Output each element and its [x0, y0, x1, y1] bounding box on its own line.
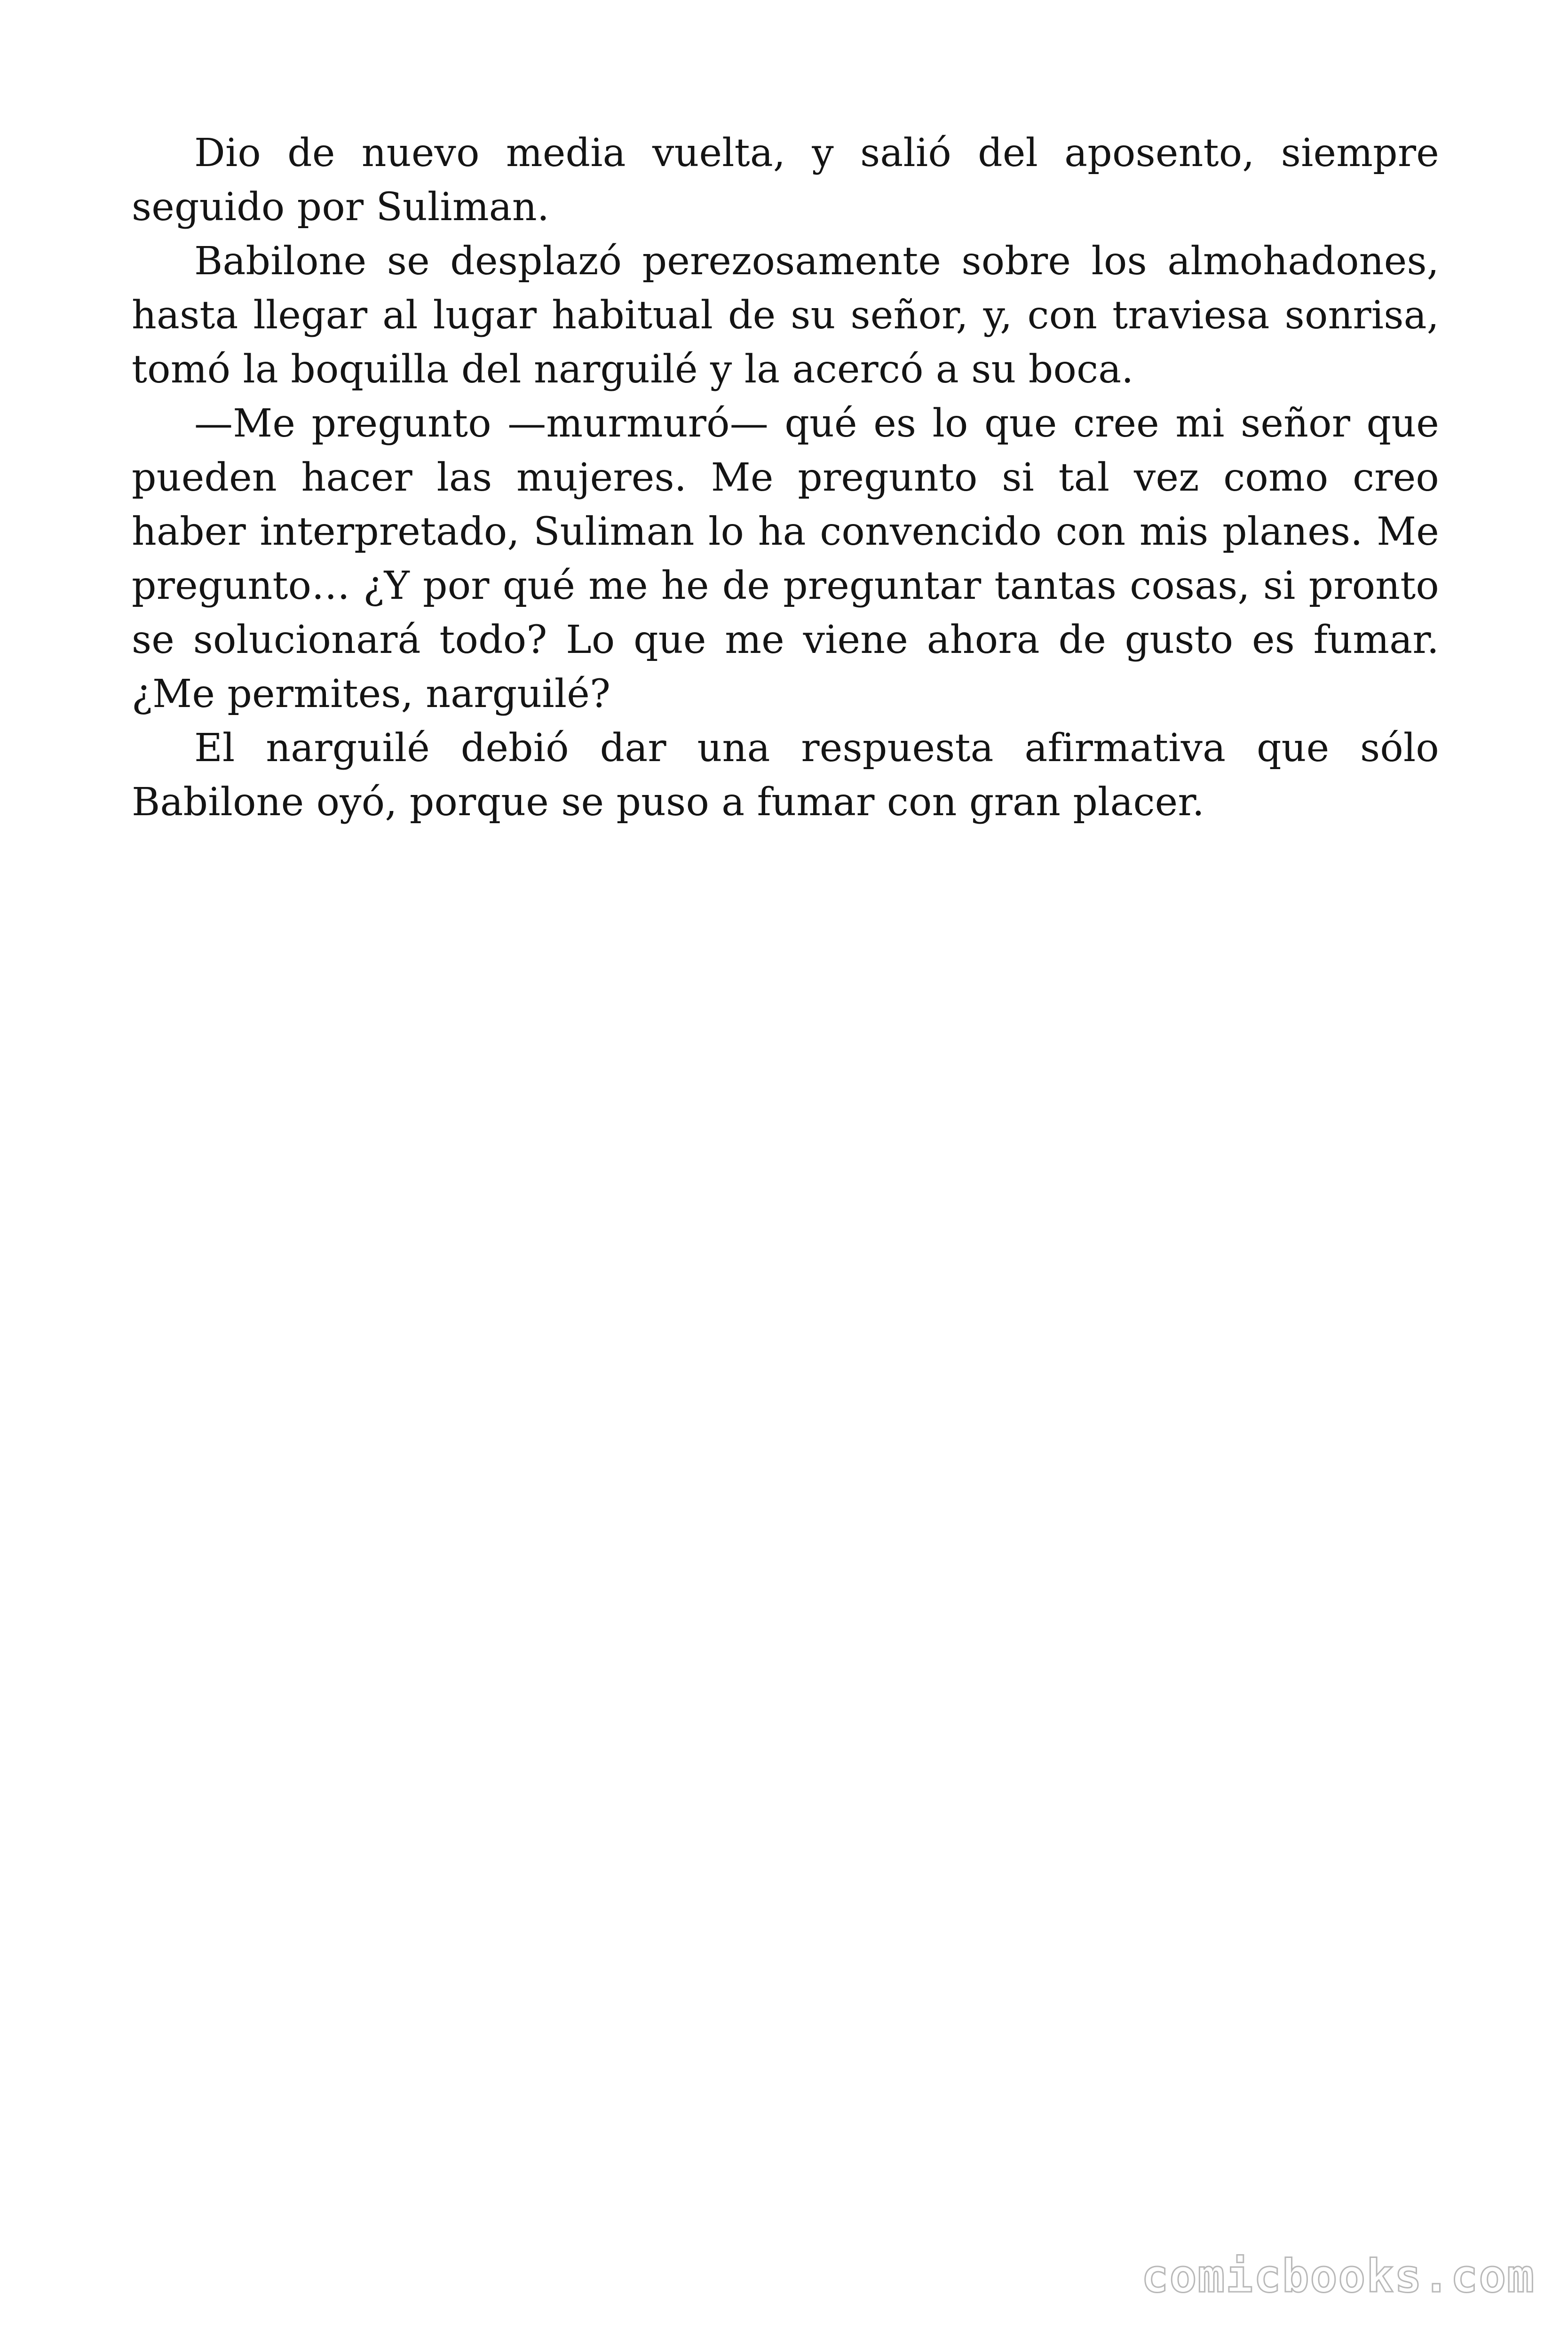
page-body: [132, 126, 1439, 829]
paragraph: Dio de nuevo media vuelta, y salió del aposento, siempre seguido por Suliman.: [132, 131, 1439, 230]
paragraph: —Me pregunto —murmuró— qué es lo que cree mi señor que pueden hacer las mujeres. Me pregunto si tal vez como creo haber interpretado, Suliman lo ha convencido con mis planes. Me pregunto… ¿Y por qué me he de preguntar tantas cosas, si pronto se solucionará todo? Lo que me viene ahora de gusto es fumar. ¿Me permites, narguilé?: [132, 401, 1439, 716]
watermark: comicbooks.com: [1141, 2250, 1535, 2303]
paragraph: El narguilé debió dar una respuesta afirmativa que sólo Babilone oyó, porque se puso a fumar con gran placer.: [132, 726, 1439, 825]
paragraph: Babilone se desplazó perezosamente sobre los almohadones, hasta llegar al lugar habitual de su señor, y, con traviesa sonrisa, tomó la boquilla del narguilé y la acercó a su boca.: [132, 239, 1439, 392]
